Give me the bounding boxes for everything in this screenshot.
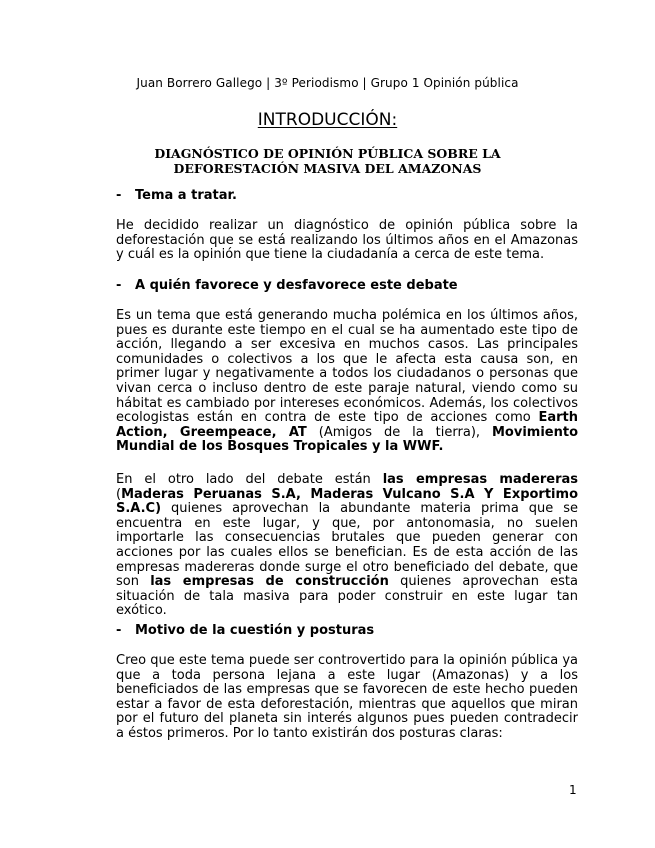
text-run: quienes aprovechan esta situación de tala masiva para poder construir en este lugar tan exótico. bbox=[116, 574, 578, 619]
text-run: Es un tema que está generando mucha polémica en los últimos años, pues es durante este tiempo en el cual se ha aumentado este tipo de acción, llegando a ser excesiva en muchos casos. Las principales comunidades o colectivos a los que le afecta esta causa son, en primer lugar y negativamente a todos los ciudadanos o personas que vivan cerca o incluso dentro de este paraje natural, viendo como su hábitat es cambiado por intereses económicos. Además, los colectivos ecologistas están en contra de este tipo de acciones como bbox=[116, 308, 578, 426]
bold-text-run: Maderas Peruanas S.A, Maderas Vulcano S.A Y Exportimo S.A.C) bbox=[116, 486, 578, 517]
page-header: Juan Borrero Gallego | 3º Periodismo | Grupo 1 Opinión pública bbox=[136, 76, 519, 90]
document-subtitle: DIAGNÓSTICO DE OPINIÓN PÚBLICA SOBRE LA DEFORESTACIÓN MASIVA DEL AMAZONAS bbox=[154, 146, 501, 176]
text-run: (Amigos de la tierra), bbox=[306, 424, 492, 440]
paragraph-debate bbox=[116, 309, 578, 455]
paragraph-otro-lado bbox=[116, 473, 578, 619]
section-heading-label: Tema a tratar. bbox=[135, 188, 237, 203]
section-heading-label: A quién favorece y desfavorece este debate bbox=[135, 278, 458, 293]
section-heading-label: Motivo de la cuestión y posturas bbox=[135, 623, 375, 638]
page-title: INTRODUCCIÓN: bbox=[257, 110, 398, 130]
bold-text-run: las empresas de construcción bbox=[150, 574, 389, 590]
section-heading-tema bbox=[116, 188, 237, 204]
bold-text-run: las empresas madereras bbox=[382, 472, 578, 487]
text-run: ( bbox=[116, 486, 122, 502]
text-run: En el otro lado del debate están bbox=[116, 472, 383, 487]
section-heading-debate bbox=[116, 278, 458, 294]
paragraph-tema: He decidido realizar un diagnóstico de opinión pública sobre la deforestación que se está realizando los últimos años en el Amazonas y cuál es la opinión que tiene la ciudadanía a cerca de este tema. bbox=[116, 218, 578, 263]
text-run: quienes aprovechan la abundante materia prima que se encuentra en este lugar, y que, por antonomasia, no suelen importarle las consecuencias brutales que pueden generar con acciones por las cuales ellos se benefician. Es de esta acción de las empresas madereras donde surge el otro beneficiado del debate, que son bbox=[116, 501, 578, 590]
bold-text-run: Earth Action, Greempeace, AT bbox=[116, 410, 578, 440]
paragraph-motivo: Creo que este tema puede ser controvertido para la opinión pública ya que a toda persona lejana a este lugar (Amazonas) y a los beneficiados de las empresas que se favorecen de este hecho pueden estar a favor de esta deforestación, mientras que aquellos que miran por el futuro del planeta sin interés algunos pues pueden contradecir a éstos primeros. Por lo tanto existirán dos posturas claras: bbox=[116, 653, 578, 741]
bold-text-run: Movimiento Mundial de los Bosques Tropicales y la WWF. bbox=[116, 424, 579, 455]
page-number: 1 bbox=[569, 783, 577, 797]
bullet-dash: - bbox=[116, 188, 122, 203]
section-heading-motivo bbox=[116, 623, 374, 639]
bullet-dash: - bbox=[116, 278, 122, 293]
bullet-dash: - bbox=[116, 623, 122, 638]
